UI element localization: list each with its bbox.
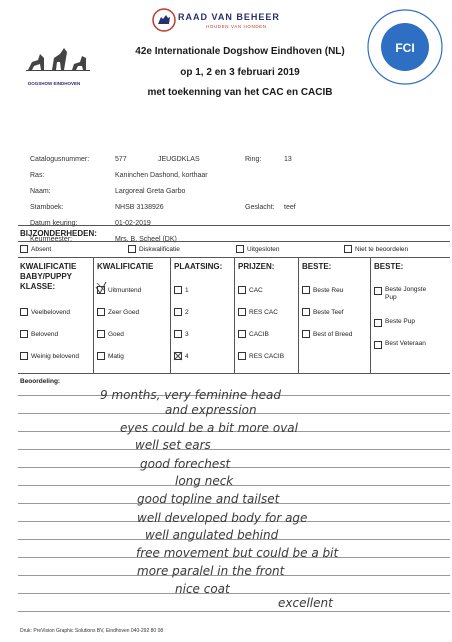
- naam-value: Largoreal Greta Garbo: [115, 188, 186, 195]
- beoordeling-line-2: and expression: [165, 403, 257, 417]
- beoordeling-line-7: good topline and tailset: [137, 492, 280, 506]
- beste-teef-label: Beste Teef: [313, 308, 344, 316]
- absent-label: Absent: [31, 245, 52, 253]
- col-divider-3: [234, 257, 235, 373]
- catalogusnummer-label: Catalogusnummer:: [30, 156, 90, 163]
- datum-value: 01-02-2019: [115, 220, 151, 227]
- cacib-option[interactable]: [238, 330, 269, 338]
- page-title-line3: met toekenning van het CAC en CACIB: [147, 87, 333, 98]
- plaats-3-label: 3: [185, 330, 189, 338]
- goed-option[interactable]: [97, 330, 124, 338]
- grid-bottom-rule: [18, 373, 450, 374]
- brand-tagline: HOUDEN VAN HONDEN: [206, 24, 267, 29]
- catalogusnummer-value: 577: [115, 156, 127, 163]
- beoordeling-line-10: free movement but could be a bit: [136, 546, 339, 560]
- raad-van-beheer-dog-icon: [152, 8, 176, 37]
- ring-label: Ring:: [245, 156, 262, 163]
- top-rule: [18, 225, 450, 226]
- plaats-4-option[interactable]: [174, 352, 189, 360]
- beste1-header: BESTE:: [302, 262, 332, 271]
- col-divider-4: [298, 257, 299, 373]
- cac-option[interactable]: [238, 286, 263, 294]
- best-of-breed-option[interactable]: [302, 330, 352, 338]
- best-of-breed-checkbox[interactable]: [302, 330, 310, 338]
- niet-te-beoordelen-checkbox[interactable]: [344, 245, 352, 253]
- best-of-breed-label: Best of Breed: [313, 330, 353, 338]
- diskwalificatie-checkbox[interactable]: [128, 245, 136, 253]
- uitmuntend-checkbox[interactable]: [97, 286, 105, 294]
- beste-teef-option[interactable]: [302, 308, 344, 316]
- plaats-2-label: 2: [185, 308, 189, 316]
- cacib-label: CACIB: [249, 330, 269, 338]
- cross-mark-icon: [173, 351, 183, 361]
- col-divider-5: [370, 257, 371, 373]
- beste-jongste-pup-checkbox[interactable]: [374, 287, 382, 295]
- beste-pup-option[interactable]: [374, 318, 436, 327]
- ruled-line: [18, 467, 450, 468]
- ruled-line: [18, 611, 450, 612]
- plaats-1-label: 1: [185, 286, 189, 294]
- zeer-goed-option[interactable]: [97, 308, 139, 316]
- beste-teef-checkbox[interactable]: [302, 308, 310, 316]
- col-divider-2: [170, 257, 171, 373]
- beoordeling-line-1: 9 months, very feminine head: [100, 388, 281, 402]
- beste-reu-option[interactable]: [302, 286, 343, 294]
- keurmeester-value: Mrs. B. Scheel (DK): [115, 236, 177, 243]
- stamboek-label: Stamboek:: [30, 204, 64, 211]
- footer-printer: Druk: PreVision Graphic Solutions BV, Eindhoven 040-292 80 08: [20, 628, 164, 634]
- niet-te-beoordelen-label: Niet te beoordelen: [355, 245, 409, 253]
- ras-label: Ras:: [30, 172, 45, 179]
- plaatsing-header: PLAATSING:: [174, 262, 223, 271]
- ras-value: Kaninchen Dashond, korthaar: [115, 172, 208, 179]
- matig-option[interactable]: [97, 352, 124, 360]
- res-cac-label: RES CAC: [249, 308, 278, 316]
- plaats-3-option[interactable]: [174, 330, 189, 338]
- beste-reu-checkbox[interactable]: [302, 286, 310, 294]
- plaats-2-option[interactable]: [174, 308, 189, 316]
- page-title-line2: op 1, 2 en 3 februari 2019: [180, 67, 300, 78]
- uitgesloten-option[interactable]: [236, 245, 280, 253]
- weinig-belovend-label: Weinig belovend: [31, 352, 79, 360]
- ruled-line: [18, 449, 450, 450]
- brand-name: RAAD VAN BEHEER: [178, 12, 280, 22]
- cacib-checkbox[interactable]: [238, 330, 246, 338]
- ruled-line: [18, 593, 450, 594]
- geslacht-value: teef: [284, 204, 296, 211]
- beste-reu-label: Beste Reu: [313, 286, 344, 294]
- plaats-4-label: 4: [185, 352, 189, 360]
- plaats-1-option[interactable]: [174, 286, 189, 294]
- naam-label: Naam:: [30, 188, 51, 195]
- weinig-belovend-checkbox[interactable]: [20, 352, 28, 360]
- beoordeling-line-9: well angulated behind: [145, 528, 279, 542]
- zeer-goed-label: Zeer Goed: [108, 308, 140, 316]
- beste2-header: BESTE:: [374, 262, 404, 271]
- page-title-line1: 42e Internationale Dogshow Eindhoven (NL): [135, 46, 345, 57]
- uitgesloten-checkbox[interactable]: [236, 245, 244, 253]
- beoordeling-line-6: long neck: [175, 474, 234, 488]
- beoordeling-line-5: good forechest: [140, 457, 231, 471]
- cac-checkbox[interactable]: [238, 286, 246, 294]
- fci-ring-text: [366, 8, 367, 9]
- res-cacib-checkbox[interactable]: [238, 352, 246, 360]
- goed-checkbox[interactable]: [97, 330, 105, 338]
- plaats-4-checkbox[interactable]: [174, 352, 182, 360]
- check-mark-icon: [95, 281, 107, 295]
- res-cacib-option[interactable]: [238, 352, 284, 360]
- beoordeling-line-8: well developed body for age: [137, 511, 308, 525]
- best-veteraan-option[interactable]: [374, 340, 436, 349]
- beoordeling-label: Beoordeling:: [20, 378, 61, 385]
- niet-te-beoordelen-option[interactable]: [344, 245, 408, 253]
- dogshow-logo-text: DOGSHOW EINDHOVEN: [28, 81, 81, 86]
- absent-option[interactable]: [20, 245, 51, 253]
- belovend-label: Belovend: [31, 330, 59, 338]
- beste-pup-checkbox[interactable]: [374, 319, 382, 327]
- veelbelovend-label: Veelbelovend: [31, 308, 71, 316]
- beste-jongste-pup-label: Beste Jongste Pup: [385, 286, 427, 301]
- ruled-line: [18, 485, 450, 486]
- beoordeling-line-12: nice coat: [175, 582, 230, 596]
- kwal-baby-header: KWALIFICATIE BABY/PUPPY KLASSE:: [20, 262, 77, 291]
- goed-label: Goed: [108, 330, 124, 338]
- kwal-header: KWALIFICATIE: [97, 262, 154, 271]
- uitmuntend-label: Uitmuntend: [108, 286, 142, 294]
- plaats-3-checkbox[interactable]: [174, 330, 182, 338]
- datum-label: Datum keuring:: [30, 220, 78, 227]
- klas-value: JEUGDKLAS: [158, 156, 200, 163]
- diskwalificatie-option[interactable]: [128, 245, 180, 253]
- stamboek-value: NHSB 3138926: [115, 204, 164, 211]
- matig-checkbox[interactable]: [97, 352, 105, 360]
- prijzen-header: PRIJZEN:: [238, 262, 275, 271]
- col-divider-1: [93, 257, 94, 373]
- absent-checkbox[interactable]: [20, 245, 28, 253]
- veelbelovend-checkbox[interactable]: [20, 308, 28, 316]
- best-veteraan-checkbox[interactable]: [374, 341, 382, 349]
- plaats-2-checkbox[interactable]: [174, 308, 182, 316]
- beoordeling-line-4: well set ears: [135, 438, 211, 452]
- uitmuntend-option[interactable]: [97, 286, 141, 294]
- geslacht-label: Geslacht:: [245, 204, 275, 211]
- keurmeester-label: Keurmeester:: [30, 236, 73, 243]
- best-veteraan-label: Best Veteraan: [385, 340, 426, 347]
- uitgesloten-label: Uitgesloten: [247, 245, 280, 253]
- zeer-goed-checkbox[interactable]: [97, 308, 105, 316]
- belovend-option[interactable]: [20, 330, 58, 338]
- matig-label: Matig: [108, 352, 124, 360]
- beste-pup-label: Beste Pup: [385, 318, 415, 325]
- ring-value: 13: [284, 156, 292, 163]
- bijzonderheden-rule: [18, 241, 450, 242]
- cac-label: CAC: [249, 286, 263, 294]
- fci-abbr: FCI: [395, 41, 415, 55]
- plaats-1-checkbox[interactable]: [174, 286, 182, 294]
- beste-jongste-pup-option[interactable]: [374, 286, 436, 302]
- diskwalificatie-label: Diskwalificatie: [139, 245, 180, 253]
- dogshow-eindhoven-logo: [24, 44, 94, 86]
- weinig-belovend-option[interactable]: [20, 352, 79, 360]
- beoordeling-line-3: eyes could be a bit more oval: [120, 421, 298, 435]
- res-cac-option[interactable]: [238, 308, 278, 316]
- res-cac-checkbox[interactable]: [238, 308, 246, 316]
- beoordeling-line-13: excellent: [278, 596, 333, 610]
- belovend-checkbox[interactable]: [20, 330, 28, 338]
- beoordeling-line-11: more paralel in the front: [137, 564, 285, 578]
- res-cacib-label: RES CACIB: [249, 352, 285, 360]
- bijzonderheden-title: BIJZONDERHEDEN:: [20, 229, 97, 238]
- veelbelovend-option[interactable]: [20, 308, 70, 316]
